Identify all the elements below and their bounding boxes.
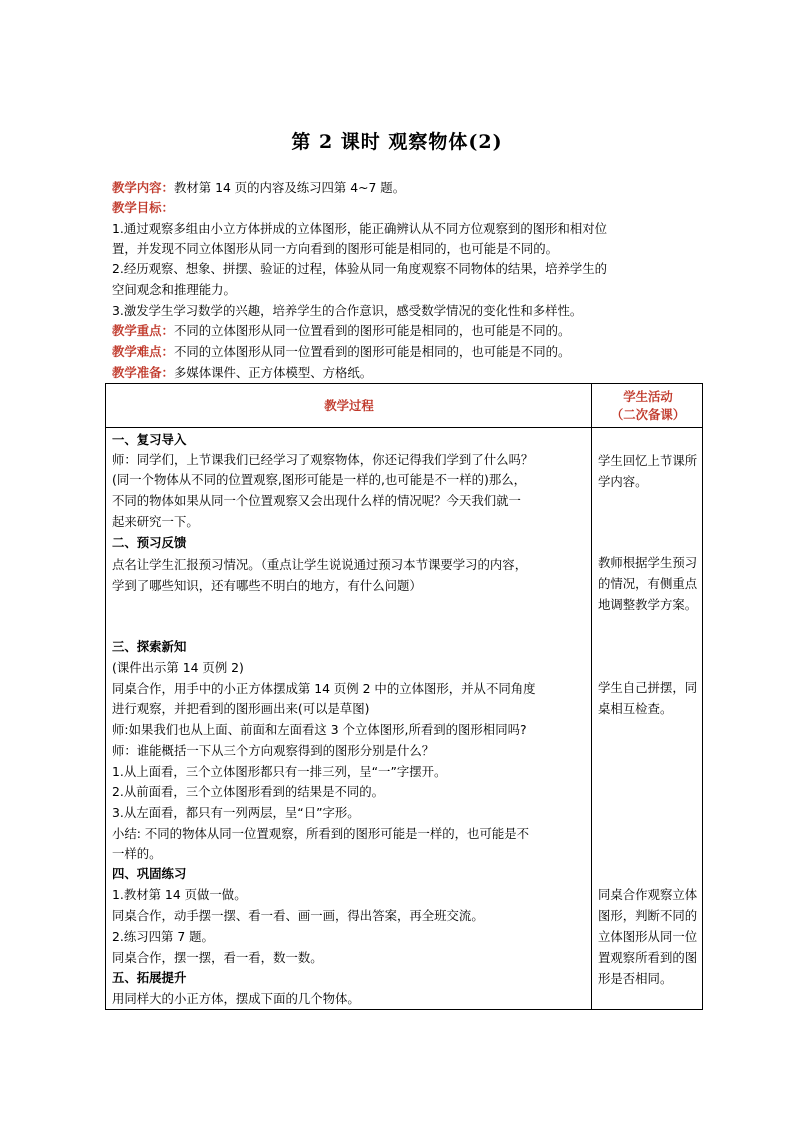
- difficulty-text: 不同的立体图形从同一位置看到的图形可能是相同的，也可能是不同的。: [173, 344, 571, 359]
- explore-line-1: (课件出示第 14 页例 2): [112, 660, 244, 675]
- practice-line-1: 1.教材第 14 页做一做。: [112, 887, 247, 902]
- goal-3: 3.激发学生学习数学的兴趣，培养学生的合作意识，感受数学情况的变化性和多样性。: [112, 303, 583, 318]
- column-divider-body: [591, 428, 592, 1010]
- explore-line-5: 师：谁能概括一下从三个方向观察得到的图形分别是什么？: [112, 743, 435, 758]
- page-title: 第 2 课时 观察物体(2): [291, 131, 503, 153]
- meta-content: [112, 178, 692, 198]
- label-key: 教学重点：: [112, 323, 174, 338]
- explore-line-9: 小结: 不同的物体从同一位置观察，所看到的图形可能是一样的，也可能是不: [112, 826, 530, 841]
- explore-line-10: 一样的。: [112, 846, 162, 861]
- explore-line-3: 进行观察，并把看到的图形画出来(可以是草图): [112, 701, 370, 716]
- explore-line-7: 2.从前面看，三个立体图形看到的结果是不同的。: [112, 784, 385, 799]
- explore-line-6: 1.从上面看，三个立体图形都只有一排三列，呈“一”字摆开。: [112, 764, 447, 779]
- section-preview-title: 二、预习反馈: [112, 535, 187, 550]
- header-process: 教学过程: [324, 398, 374, 413]
- content-text: 教材第 14 页的内容及练习四第 4~7 题。: [173, 180, 406, 195]
- practice-line-2: 同桌合作，动手摆一摆、看一看、画一画，得出答案，再全班交流。: [112, 908, 484, 923]
- extend-line-1: 用同样大的小正方体，摆成下面的几个物体。: [112, 991, 360, 1006]
- goal-1a: 1.通过观察多组由小立方体拼成的立体图形，能正确辨认从不同方位观察到的图形和相对位: [112, 221, 608, 236]
- review-line-4: 起来研究一下。: [112, 514, 199, 529]
- label-difficulty: 教学难点：: [112, 344, 174, 359]
- practice-line-3: 2.练习四第 7 题。: [112, 929, 214, 944]
- key-text: 不同的立体图形从同一位置看到的图形可能是相同的，也可能是不同的。: [173, 323, 571, 338]
- activity-review: 学生回忆上节课所学内容。: [598, 453, 698, 489]
- practice-line-4: 同桌合作，摆一摆，看一看，数一数。: [112, 950, 323, 965]
- explore-line-2: 同桌合作，用手中的小正方体摆成第 14 页例 2 中的立体图形，并从不同角度: [112, 681, 536, 696]
- activity-explore: 学生自己拼摆，同桌相互检查。: [598, 680, 698, 716]
- preview-line-2: 学到了哪些知识，还有哪些不明白的地方，有什么问题）: [112, 578, 422, 593]
- review-line-3: 不同的物体如果从同一个位置观察又会出现什么样的情况呢？今天我们就一: [112, 493, 521, 508]
- section-extend-title: 五、拓展提升: [112, 970, 187, 985]
- label-goals: 教学目标：: [112, 200, 174, 215]
- label-preparation: 教学准备：: [112, 365, 174, 380]
- review-line-2: (同一个物体从不同的位置观察,图形可能是一样的,也可能是不一样的)那么，: [112, 472, 527, 487]
- meta-goals-label: [112, 198, 692, 218]
- label-content: 教学内容：: [112, 180, 174, 195]
- preparation-text: 多媒体课件、正方体模型、方格纸。: [173, 365, 373, 380]
- header-activity-line2: （二次备课）: [610, 407, 686, 422]
- meta-difficulty: [112, 342, 692, 362]
- goal-1b: 置，并发现不同立体图形从同一方向看到的图形可能是相同的，也可能是不同的。: [112, 241, 559, 256]
- header-activity-line1: 学生活动: [623, 389, 673, 404]
- goal-2b: 空间观念和推理能力。: [112, 282, 236, 297]
- column-divider-header: [591, 383, 592, 428]
- goal-2a: 2.经历观察、想象、拼摆、验证的过程，体验从同一角度观察不同物体的结果，培养学生的: [112, 261, 608, 276]
- activity-practice: 同桌合作观察立体图形，判断不同的立体图形从同一位置观察所看到的图形是否相同。: [598, 887, 698, 986]
- review-line-1: 师：同学们，上节课我们已经学习了观察物体，你还记得我们学到了什么吗？: [112, 452, 534, 467]
- header-activity: [593, 388, 703, 424]
- meta-preparation: [112, 363, 692, 383]
- section-explore-title: 三、探索新知: [112, 639, 187, 654]
- meta-key: [112, 321, 692, 341]
- preview-line-1: 点名让学生汇报预习情况。（重点让学生说说通过预习本节课要学习的内容，: [112, 557, 528, 572]
- section-review-title: 一、复习导入: [112, 432, 187, 447]
- table-header: [105, 383, 703, 428]
- explore-line-4: 师:如果我们也从上面、前面和左面看这 3 个立体图形,所看到的图形相同吗?: [112, 722, 527, 737]
- activity-preview: 教师根据学生预习的情况，有侧重点地调整教学方案。: [598, 555, 698, 612]
- explore-line-8: 3.从左面看，都只有一列两层，呈“日”字形。: [112, 805, 360, 820]
- section-practice-title: 四、巩固练习: [112, 866, 187, 881]
